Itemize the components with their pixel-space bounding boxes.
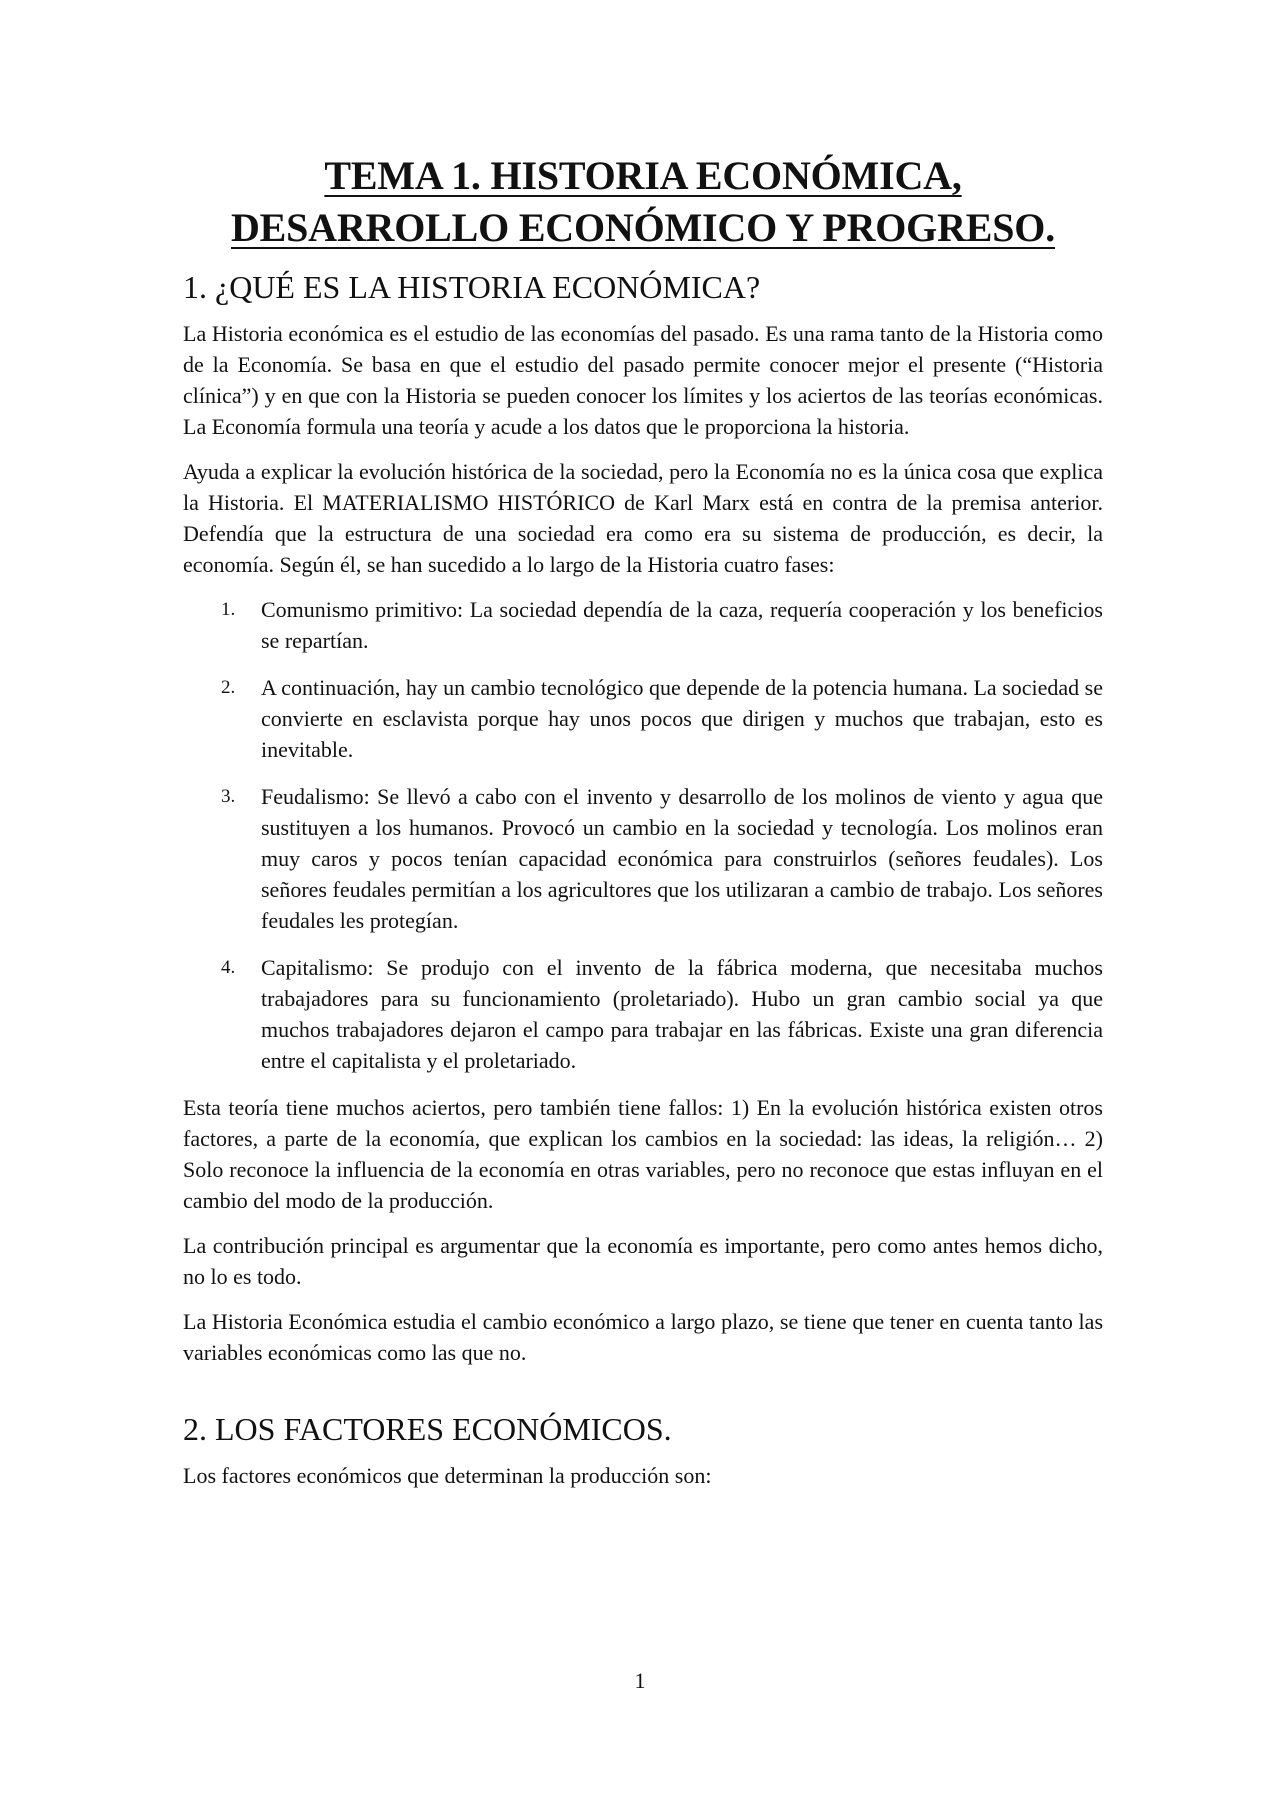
list-item-number: 2. (221, 677, 236, 698)
page-number: 1 (634, 1668, 646, 1693)
list-item (221, 781, 1103, 936)
section-1-paragraph: La Historia económica es el estudio de las economías del pasado. Es una rama tanto de la Historia como de la Economía. Se basa en que el estudio del pasado permite conocer mejor el presente (“Historia clínica”) y en que con la Historia se pueden conocer los límites y los aciertos de las teorías económicas. La Economía formula una teoría y acude a los datos que le proporciona la historia. (183, 321, 1103, 439)
document-title-line-2: DESARROLLO ECONÓMICO Y PROGRESO. (230, 205, 1056, 250)
list-item-number: 4. (221, 957, 236, 978)
list-item-text: Comunismo primitivo: La sociedad dependía de la caza, requería cooperación y los beneficios se repartían. (261, 597, 1103, 653)
section-1-paragraph: La Historia Económica estudia el cambio económico a largo plazo, se tiene que tener en cuenta tanto las variables económicas como las que no. (183, 1309, 1103, 1365)
document-title (183, 150, 1103, 254)
document-title-line-1: TEMA 1. HISTORIA ECONÓMICA, (324, 153, 962, 198)
page-content (183, 150, 1103, 1505)
section-2-heading: 2. LOS FACTORES ECONÓMICOS. (183, 1411, 672, 1447)
section-1-paragraph: La contribución principal es argumentar que la economía es importante, pero como antes hemos dicho, no lo es todo. (183, 1233, 1103, 1289)
list-item-number: 3. (221, 786, 236, 807)
list-item-text: A continuación, hay un cambio tecnológico que depende de la potencia humana. La sociedad se convierte en esclavista porque hay unos pocos que dirigen y muchos que trabajan, esto es inevitable. (261, 675, 1103, 762)
list-item-text: Capitalismo: Se produjo con el invento de la fábrica moderna, que necesitaba muchos trabajadores para su funcionamiento (proletariado). Hubo un gran cambio social ya que muchos trabajadores dejaron el campo para trabajar en las fábricas. Existe una gran diferencia entre el capitalista y el proletariado. (261, 955, 1103, 1073)
phases-list (183, 594, 1103, 1076)
section-1-paragraph: Esta teoría tiene muchos aciertos, pero también tiene fallos: 1) En la evolución histórica existen otros factores, a parte de la economía, que explican los cambios en la sociedad: las ideas, la religión… 2) Solo reconoce la influencia de la economía en otras variables, pero no reconoce que estas influyan en el cambio del modo de la producción. (183, 1095, 1103, 1213)
section-2-intro: Los factores económicos que determinan la producción son: (183, 1463, 712, 1488)
list-item (221, 594, 1103, 656)
list-item-number: 1. (221, 599, 236, 620)
list-item (221, 952, 1103, 1076)
section-1-paragraph: Ayuda a explicar la evolución histórica de la sociedad, pero la Economía no es la única cosa que explica la Historia. El MATERIALISMO HISTÓRICO de Karl Marx está en contra de la premisa anterior. Defendía que la estructura de una sociedad era como era su sistema de producción, es decir, la economía. Según él, se han sucedido a lo largo de la Historia cuatro fases: (183, 459, 1103, 577)
list-item (221, 672, 1103, 765)
list-item-text: Feudalismo: Se llevó a cabo con el invento y desarrollo de los molinos de viento y agua que sustituyen a los humanos. Provocó un cambio en la sociedad y tecnología. Los molinos eran muy caros y pocos tenían capacidad económica para construirlos (señores feudales). Los señores feudales permitían a los agricultores que los utilizaran a cambio de trabajo. Los señores feudales les protegían. (261, 784, 1103, 933)
section-1-heading: 1. ¿QUÉ ES LA HISTORIA ECONÓMICA? (183, 269, 761, 305)
